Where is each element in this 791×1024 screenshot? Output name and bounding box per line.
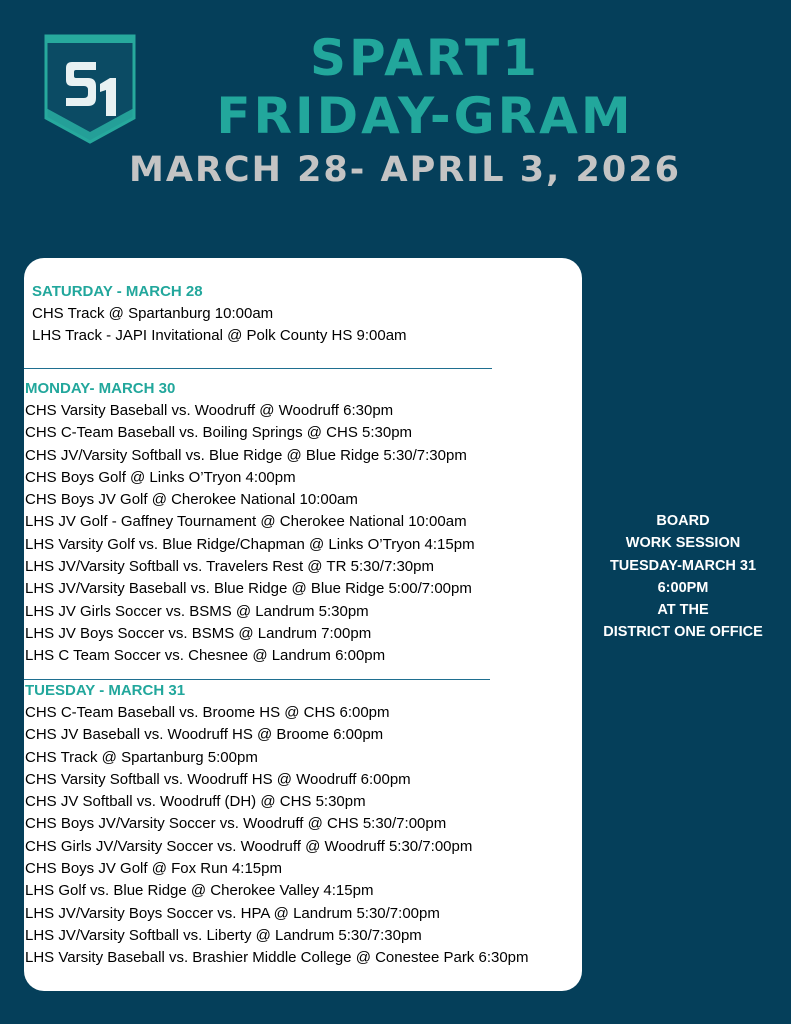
list-item: CHS Boys JV/Varsity Soccer vs. Woodruff @ CHS 5:30/7:00pm — [25, 815, 447, 833]
monday-section — [25, 378, 583, 668]
list-item: CHS Boys JV Golf @ Cherokee National 10:00am — [25, 491, 358, 509]
list-item: CHS JV/Varsity Softball vs. Blue Ridge @ Blue Ridge 5:30/7:30pm — [25, 446, 467, 464]
list-item: LHS JV/Varsity Softball vs. Travelers Rest @ TR 5:30/7:30pm — [25, 558, 434, 576]
list-item: LHS JV/Varsity Boys Soccer vs. HPA @ Landrum 5:30/7:00pm — [25, 904, 440, 922]
list-item: LHS JV Girls Soccer vs. BSMS @ Landrum 5:30pm — [25, 602, 369, 620]
list-item: LHS JV/Varsity Softball vs. Liberty @ Landrum 5:30/7:30pm — [25, 926, 422, 944]
list-item: CHS JV Baseball vs. Woodruff HS @ Broome 6:00pm — [25, 726, 384, 744]
list-item: LHS JV Boys Soccer vs. BSMS @ Landrum 7:00pm — [25, 624, 372, 642]
monday-heading: MONDAY- MARCH 30 — [25, 380, 176, 397]
date-range: MARCH 28- APRIL 3, 2026 — [129, 150, 681, 190]
list-item: CHS C-Team Baseball vs. Broome HS @ CHS 6:00pm — [25, 704, 390, 721]
list-item: LHS Varsity Baseball vs. Brashier Middle College @ Conestee Park 6:30pm — [25, 949, 529, 967]
spart1-logo — [44, 34, 136, 144]
list-item: CHS Track @ Spartanburg 10:00am — [32, 305, 274, 322]
board-notice-line: 6:00PM — [657, 579, 709, 596]
list-item: LHS Track - JAPI Invitational @ Polk County HS 9:00am — [32, 327, 407, 345]
list-item: LHS Varsity Golf vs. Blue Ridge/Chapman @ Links O’Tryon 4:15pm — [25, 535, 475, 553]
tuesday-section — [25, 680, 583, 970]
list-item: CHS Varsity Baseball vs. Woodruff @ Woodruff 6:30pm — [25, 402, 394, 419]
board-notice-line: WORK SESSION — [625, 535, 741, 552]
list-item: CHS Boys JV Golf @ Fox Run 4:15pm — [25, 860, 282, 878]
list-item: LHS JV/Varsity Baseball vs. Blue Ridge @ Blue Ridge 5:00/7:00pm — [25, 580, 472, 598]
list-item: CHS Girls JV/Varsity Soccer vs. Woodruff @ Woodruff 5:30/7:00pm — [25, 837, 473, 855]
list-item: LHS C Team Soccer vs. Chesnee @ Landrum 6:00pm — [25, 647, 386, 665]
list-item: LHS JV Golf - Gaffney Tournament @ Cherokee National 10:00am — [25, 513, 467, 531]
saturday-section — [32, 281, 590, 348]
board-work-session-notice — [588, 510, 778, 644]
board-notice-line: TUESDAY-MARCH 31 — [609, 557, 757, 574]
list-item: CHS Varsity Softball vs. Woodruff HS @ Woodruff 6:00pm — [25, 770, 411, 788]
list-item: LHS Golf vs. Blue Ridge @ Cherokee Valley 4:15pm — [25, 882, 374, 900]
board-notice-line: AT THE — [657, 602, 709, 619]
schedule-card — [24, 258, 582, 991]
title-line-2: FRIDAY-GRAM — [216, 87, 634, 145]
list-item: CHS Boys Golf @ Links O’Tryon 4:00pm — [25, 468, 296, 486]
board-notice-line: DISTRICT ONE OFFICE — [603, 624, 763, 641]
saturday-heading: SATURDAY - MARCH 28 — [32, 283, 203, 300]
list-item: CHS C-Team Baseball vs. Boiling Springs @ CHS 5:30pm — [25, 424, 413, 442]
board-notice-line: BOARD — [656, 513, 710, 529]
list-item: CHS JV Softball vs. Woodruff (DH) @ CHS 5:30pm — [25, 793, 366, 811]
section-divider — [24, 368, 492, 369]
tuesday-heading: TUESDAY - MARCH 31 — [25, 682, 186, 699]
title-line-1: SPART1 — [310, 29, 540, 87]
list-item: CHS Track @ Spartanburg 5:00pm — [25, 748, 258, 766]
